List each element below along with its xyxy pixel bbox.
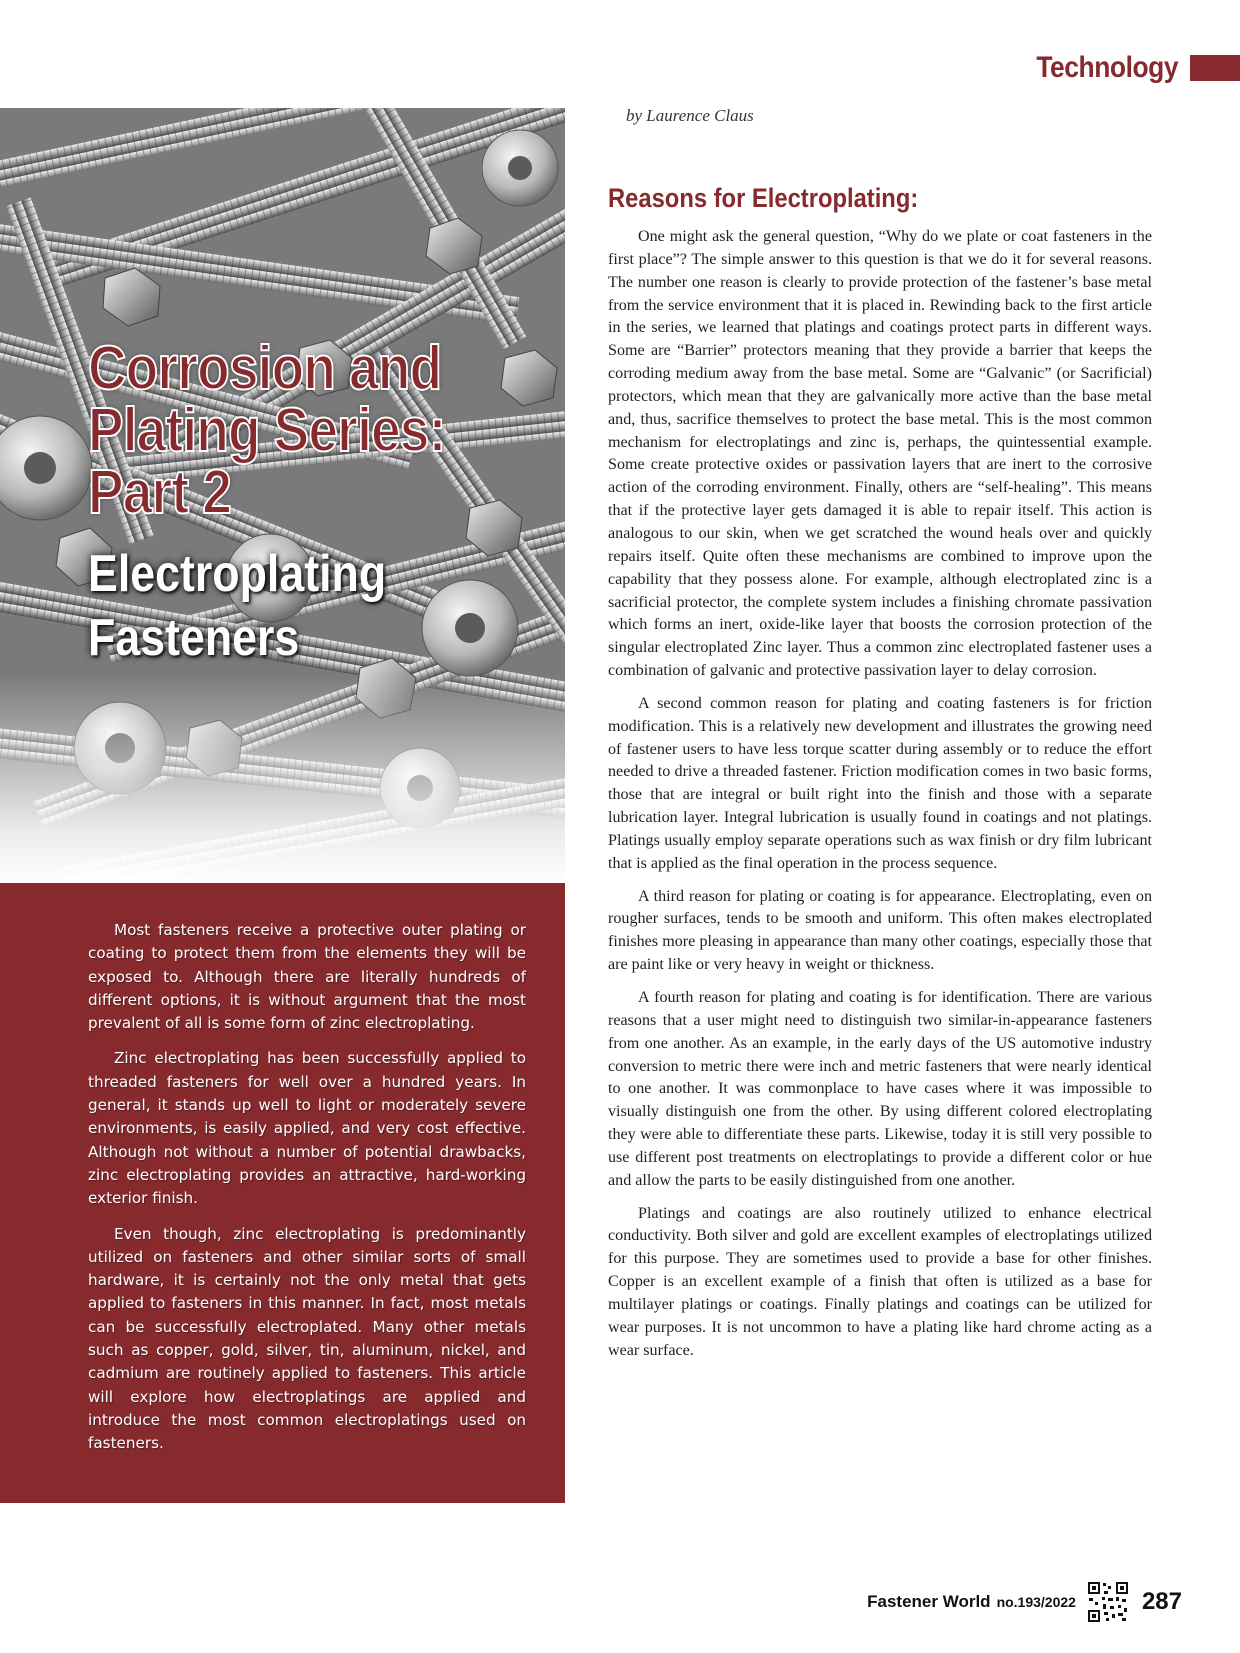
summary-panel [0, 883, 565, 1503]
section-label: Technology [1036, 51, 1178, 84]
section-accent-bar [1190, 55, 1240, 81]
byline: by Laurence Claus [626, 106, 754, 125]
article-paragraph-4: A fourth reason for plating and coating is for identification. There are various reasons that a user might need to distinguish two similar-in-appearance fasteners from one another. As an example, in the early days of the US automotive industry conversion to metric there were inch and metric fasteners that were nearly identical to one another. It was commonplace to have cases where it was impossible to visually distinguish one from the other. By using different colored electroplating they were able to differentiate these parts. Likewise, today it is still very possible to use different post treatments on electroplatings to provide a different color or hue and allow the parts to be easily distinguished from one another. [608, 989, 1152, 1189]
subtitle-line-2: Fasteners [88, 609, 300, 667]
subtitle-line-1: Electroplating [88, 545, 387, 603]
photo-fade [0, 673, 565, 883]
article-paragraph-3: A third reason for plating or coating is for appearance. Electroplating, even on rougher surfaces, tends to be smooth and uniform. This often makes electroplated finishes more pleasing in appearance than many other coatings, especially those that are paint like or very heavy in weight or thickness. [608, 887, 1152, 974]
article-paragraph-1: One might ask the general question, “Why do we plate or coat fasteners in the first place”? The simple answer to this question is that we do it for several reasons. The number one reason is clearly to provide protection of the fastener’s base metal from the service environment that it is placed in. Rewinding back to the first article in the series, we learned that platings and coatings protect parts in different ways. Some are “Barrier” protectors meaning that they provide a barrier that keeps the corroding medium away from the base metal. Some are “Galvanic” (or Sacrificial) protectors, which mean that they are galvanically more active than the base metal and, thus, sacrifice themselves to protect the base metal. This is the most common mechanism for electroplatings and zinc is, perhaps, the quintessential example. Some create protective oxides or passivation layers that are inert to the corrosive action of the corroding environment. Finally, others are “self-healing”. This means that if the protective layer gets damaged it is able to repair itself. This action is analogous to our skin, when we get scratched the wound heals over and quickly repairs itself. Quite often these mechanisms are combined to improve upon the capability that they possess alone. For example, although electroplated zinc is a sacrificial protector, the complete system includes a finishing chromate passivation which forms an inert, oxide-like layer that boosts the corrosion protection of the singular electroplated Zinc layer. Thus a common zinc electroplated fastener uses a combination of galvanic and protective passivation layer to delay corrosion. [608, 228, 1152, 680]
qr-code-icon[interactable] [1086, 1580, 1130, 1624]
page-footer [860, 1580, 1200, 1624]
summary-paragraph-3: Even though, zinc electroplating is predominantly utilized on fasteners and other similar sorts of small hardware, it is certainly not the only metal that gets applied to fasteners in this manner. In fact, most metals can be successfully electroplated. Many other metals such as copper, gold, silver, tin, aluminum, nickel, and cadmium are routinely applied to fasteners. This article will explore how electroplatings are applied and introduce the most common electroplatings used on fasteners. [88, 1224, 526, 1453]
article-body [608, 226, 1152, 1373]
headline-line-1: Corrosion and [88, 334, 442, 403]
section-tag [1017, 48, 1240, 88]
section-heading: Reasons for Electroplating: [608, 183, 919, 213]
headline-line-2: Plating Series: [88, 396, 446, 465]
article-paragraph-2: A second common reason for plating and coating fasteners is for friction modification. This is a relatively new development and illustrates the growing need of fastener users to have less torque scatter during assembly or to reduce the effort needed to drive a threaded fastener. Friction modification comes in two basic forms, those that are integral or built right into the finish and those with a separate lubrication layer. Integral lubrication is usually found in coatings and not platings. Platings usually employ separate operations such as wax finish or dry film lubricant that is applied as the final operation in the process sequence. [608, 694, 1152, 872]
summary-paragraph-1: Most fasteners receive a protective outer plating or coating to protect them from the elements they will be exposed to. Although there are literally hundreds of different options, it is without argument that the most prevalent of all is some form of zinc electroplating. [88, 921, 526, 1033]
article-headline [88, 334, 504, 670]
article-paragraph-5: Platings and coatings are also routinely utilized to enhance electrical conductivity. Both silver and gold are excellent examples of electroplatings utilized for this purpose. They are sometimes used to provide a base for other finishes. Copper is an excellent example of a finish that often is utilized as a base for multilayer platings or coatings. Finally platings and coatings can be utilized for wear purposes. It is not uncommon to have a plating like hard chrome acting as a wear surface. [608, 1204, 1152, 1359]
summary-paragraph-2: Zinc electroplating has been successfully applied to threaded fasteners for well over a hundred years. In general, it stands up well to light or moderately severe environments, is easily applied, and very cost effective. Although not without a number of potential drawbacks, zinc electroplating provides an attractive, hard-working exterior finish. [88, 1049, 526, 1208]
magazine-name: Fastener World [867, 1592, 991, 1611]
issue-number: no.193/2022 [996, 1594, 1076, 1610]
page-number: 287 [1141, 1588, 1182, 1615]
summary-text [88, 919, 526, 1468]
headline-line-3: Part 2 [88, 458, 232, 527]
